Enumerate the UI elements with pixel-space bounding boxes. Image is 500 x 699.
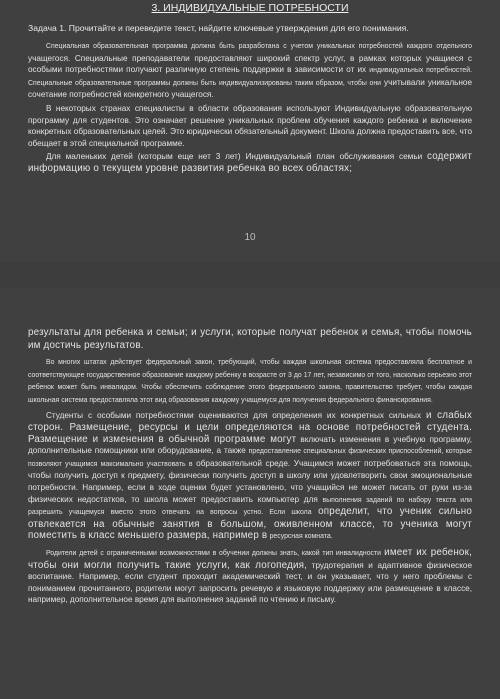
text-span: содержит информацию о текущем уровне развития ребенка во всех областях; <box>28 151 472 174</box>
text-span: учащегося. Специальные преподаватели предоставляют широкий спектр услуг, в рамках которых учащиеся с особыми потребностями получают различную степень поддержки в зависимости от их <box>28 53 472 75</box>
paragraph-continued: результаты для ребенка и семьи; и услуги, которые получат ребенок и семья, чтобы помочь им достичь результатов. <box>28 327 472 351</box>
text-span: образовательной среде. Учащимся может потребоваться эта помощь, чтобы получить доступ к предмету, физически получить доступ в школу или удовлетворить свои эмоциональные потребности. Например, если в ходе оценки будет установлено, что учащийся не может писать от руки из-за физических недостатков, то школа может предоставить компьютер для <box>28 458 472 504</box>
text-span: Специальная образовательная программа должна быть разработана с учетом уникальных потребностей каждого отдельного <box>46 43 472 50</box>
paragraph-6 <box>28 547 472 606</box>
text-span: Во многих штатах действует федеральный закон, требующий, чтобы каждая школьная система предоставляла бесплатное и соответствующее государственное образование каждому ребенку в возрасте от 3 до 17 лет, независимо от того, насколько серьезно этот ребенок может быть инвалидом. Чтобы обеспечить соблюдение этого федерального закона, правительство требует, чтобы каждая школьная система предоставляла этот вид образования каждому учащемуся для получения федерального финансирования. <box>28 359 472 404</box>
text-span: включать изменения в учебную программу, дополнительные помощники или оборудование, а также <box>28 434 472 456</box>
text-span: ресурсная комната. <box>269 533 333 541</box>
text-span: индивидуальных потребностей. Специальные образовательные программы должны быть индивидуализированы таким образом, чтобы они <box>28 67 472 87</box>
section-title: 3. ИНДИВИДУАЛЬНЫЕ ПОТРЕБНОСТИ <box>151 2 349 14</box>
text-span: и слабых сторон. Размещение, ресурсы и цели определяются на основе потребностей студента. Размещение и изменения в обычной программе могут <box>28 410 472 445</box>
paragraph-2: В некоторых странах специалисты в области образования используют Индивидуальную образовательную программу для студентов. Это означает решение уникальных проблем обучения каждого ребенка и включение конкретных образовательных целей. Это юридически обязательный документ. Школа должна предоставить все, что обещает в этой специальной программе. <box>28 103 472 148</box>
text-span: Родители детей с ограниченными возможностями в обучении должны знать, какой тип инвалидности <box>46 549 381 557</box>
text-span: Для маленьких детей (которым еще нет 3 лет) Индивидуальный план обслуживания семьи <box>46 152 423 162</box>
text-span: определит, что ученик сильно отвлекается на обычные занятия в большом, оживленном классе, то ученика могут поместить в класс меньшего размера, например в <box>28 506 473 542</box>
paragraph-3 <box>28 151 472 174</box>
text-span: трудотерапия и адаптивное физическое воспитание. Например, если студент проходит академический тест, и он указывает, что у него проблемы с пониманием прочитанного, родители могут запросить речевую и языковую поддержку или размещение в классе, например, дополнительное время для выполнения заданий по чтению и письму. <box>28 560 472 605</box>
text-span: Студенты с особыми потребностями оцениваются для определения их конкретных сильных <box>46 411 422 421</box>
text-span: имеет их ребенок, чтобы они могли получить такие услуги, как логопедия, <box>28 546 472 571</box>
page-number: 10 <box>244 232 256 243</box>
text-span: выполнения заданий по набору текста или разрешить учащемуся вместо этого отвечать на вопросы устно. Если школа <box>28 496 473 517</box>
paragraph-5 <box>28 410 472 543</box>
task-instruction: Задача 1. Прочитайте и переведите текст, найдите ключевые утверждения для его понимания. <box>28 23 409 33</box>
text-span: учитывали уникальное сочетание потребностей конкретного учащегося. <box>28 77 472 100</box>
page-gap <box>0 262 500 288</box>
text-span: предоставление специальных физических приспособлений, которые позволяют учащимся максимально участвовать в <box>28 448 472 468</box>
document-page-2 <box>0 288 500 699</box>
document-page-1 <box>0 0 500 262</box>
paragraph-1 <box>28 40 472 101</box>
paragraph-4 <box>28 356 472 406</box>
